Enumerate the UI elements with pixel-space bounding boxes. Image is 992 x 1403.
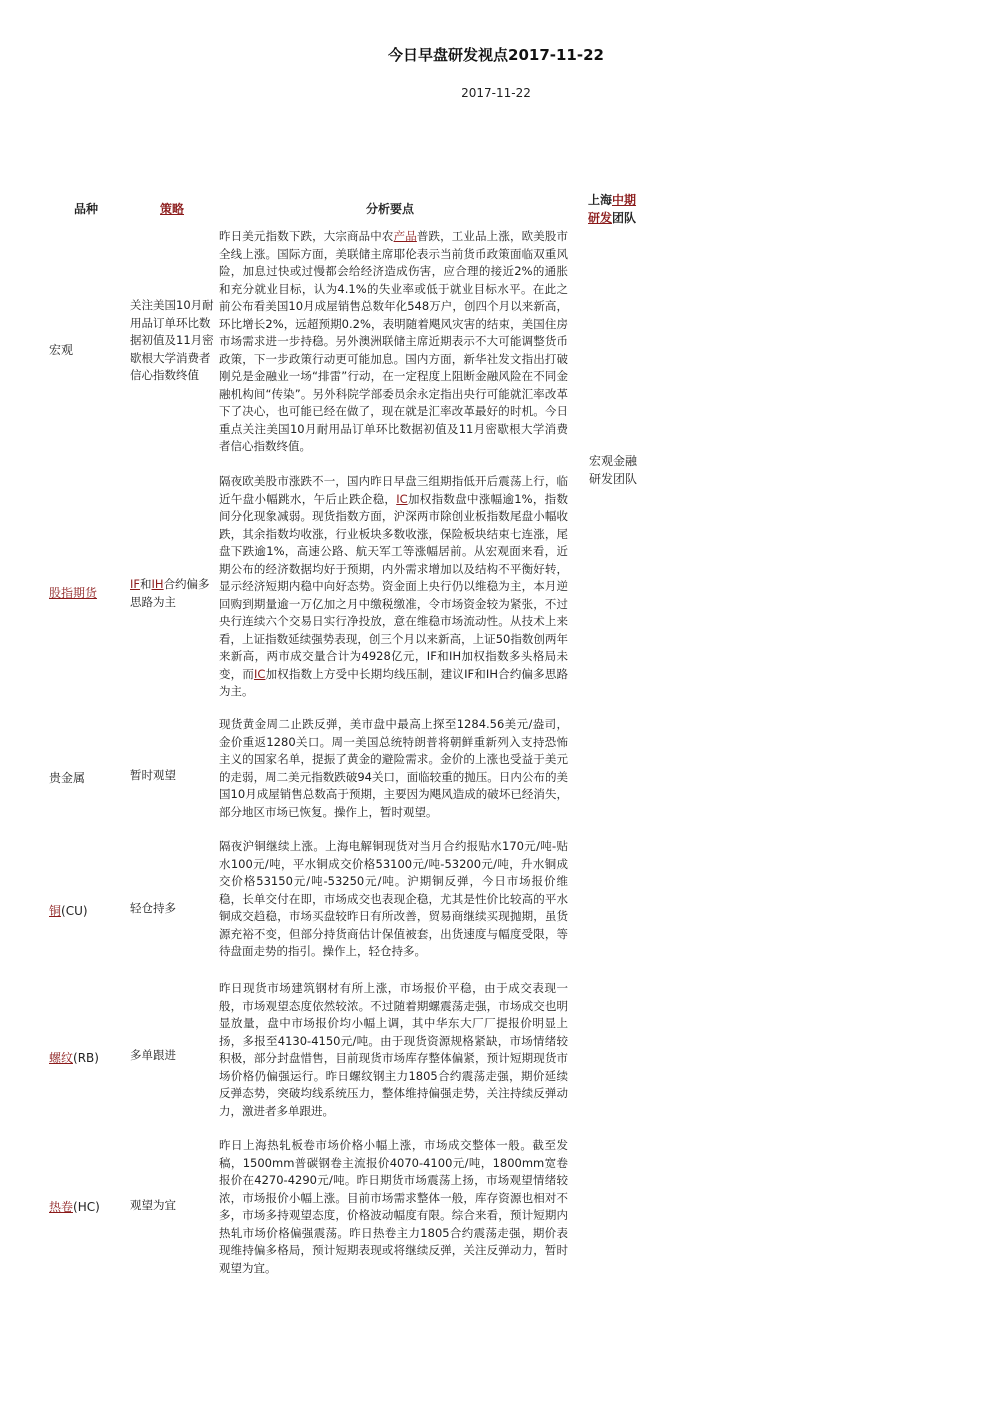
ic-link-1[interactable]: IC: [396, 491, 408, 506]
page-title: 今日早盘研发视点2017-11-22: [388, 46, 604, 64]
analysis-stock-index-text-c: 加权指数上方受中长期均线压制，建议IF和IH合约偏多思路为主。: [219, 666, 569, 698]
analysis-rebar: 昨日现货市场建筑钢材有所上涨，市场报价平稳，由于成交表现一般，市场观望态度依然较浓。不过随着期螺震荡走强，市场成交也明显放量，盘中市场报价均小幅上调，其中华东大厂厂提报价明显上扬，多报至4130-4150元/吨。由于现货资源规格紧缺，市场情绪较积极，部分封盘惜售，目前现货市场库存整体偏紧，预计短期现货市场价格仍偏强运行。昨日螺纹钢主力1805合约震荡走强，期价延续反弹态势，突破均线系统压力，整体维持偏强走势，关注持续反弹动力，激进者多单跟进。: [219, 981, 568, 1118]
copper-link[interactable]: 铜: [49, 904, 62, 918]
strategy-stock-index-rest: 合约偏多思路为主: [130, 577, 210, 609]
variety-copper[interactable]: [49, 902, 88, 919]
header-strategy[interactable]: [160, 200, 184, 217]
team-header: [588, 191, 648, 227]
strategy-stock-index: [130, 576, 216, 611]
analysis-stock-index: [219, 473, 568, 701]
variety-hot-coil-suffix: (HC): [73, 1200, 100, 1214]
strategy-hot-coil: 观望为宜: [130, 1198, 176, 1212]
analysis-copper: 隔夜沪铜继续上涨。上海电解铜现货对当月合约报贴水170元/吨-贴水100元/吨，平水铜成交价格53100元/吨-53200元/吨，升水铜成交价格53150元/吨-53250元/吨。沪期铜反弹，今日市场报价维稳，长单交付在即，市场成交也表现企稳，尤其是性价比较高的平水铜成交趋稳，市场买盘较昨日有所改善，贸易商继续买现抛期，虽货源充裕不变，但部分持货商估计保值被套，出货速度与幅度受限，等待盘面走势的指引。操作上，轻仓持多。: [219, 839, 568, 958]
team-header-prefix: 上海: [588, 193, 613, 207]
ic-link-2[interactable]: IC: [254, 666, 266, 681]
variety-hot-coil[interactable]: [49, 1198, 100, 1215]
report-date: 2017-11-22: [461, 86, 531, 100]
strategy-copper: 轻仓持多: [130, 901, 176, 915]
header-variety: 品种: [74, 202, 99, 216]
strategy-precious-metals: 暂时观望: [130, 768, 176, 782]
variety-stock-index[interactable]: [49, 584, 97, 601]
zhongqi-link[interactable]: 中期: [612, 193, 637, 207]
strategy-header-link[interactable]: 策略: [160, 202, 185, 216]
variety-precious-metals: 贵金属: [49, 771, 86, 785]
strategy-rebar: 多单跟进: [130, 1048, 176, 1062]
product-link[interactable]: 产品: [393, 229, 417, 243]
team-header-suffix: 团队: [612, 211, 637, 225]
team-name: 宏观金融研发团队: [589, 454, 638, 486]
analysis-hot-coil: 昨日上海热轧板卷市场价格小幅上涨，市场成交整体一般。截至发稿，1500mm普碳钢卷主流报价4070-4100元/吨，1800mm宽卷报价在4270-4290元/吨。昨日期货市场震荡上扬，市场观望情绪较浓，市场报价小幅上涨。目前市场需求整体一般，库存资源也相对不多，市场多持观望态度，价格波动幅度有限。综合来看，预计短期内热轧市场价格偏强震荡。昨日热卷主力1805合约震荡走强，期价表现维持偏多格局，预计短期表现或将继续反弹，关注反弹动力，暂时观望为宜。: [219, 1138, 568, 1275]
strategy-stock-index-mid: 和: [140, 577, 152, 591]
variety-macro: 宏观: [49, 343, 74, 357]
ih-link[interactable]: IH: [151, 577, 164, 591]
rebar-link[interactable]: 螺纹: [49, 1051, 74, 1065]
yanfa-link[interactable]: 研发: [588, 211, 613, 225]
analysis-macro-text-b: 普跌，工业品上涨，欧美股市全线上涨。国际方面，美联储主席耶伦表示当前货币政策面临双重风险，加息过快或过慢都会给经济造成伤害，应合理的接近2%的通胀和充分就业目标，认为4.1%的失业率或低于就业目标水平。在此之前公布看美国10月成屋销售总数年化548万户，创四个月以来新高，环比增长2%，远超预期0.2%，表明随着飓风灾害的结束，美国住房市场需求进一步持稳。另外澳洲联储主席近期表示不大可能调整货币政策，下一步政策行动更可能加息。国内方面，新华社发文指出打破刚兑是金融业一场“排雷”行动，在一定程度上阻断金融风险在不同金融机构间“传染”。另外科院学部委员余永定指出央行可能就汇率改革下了决心，也可能已经在做了，现在就是汇率改革最好的时机。今日重点关注美国10月耐用品订单环比数据初值及11月密歇根大学消费者信心指数终值。: [219, 229, 569, 453]
variety-copper-suffix: (CU): [61, 904, 88, 918]
hot-coil-link[interactable]: 热卷: [49, 1200, 74, 1214]
strategy-macro: 关注美国10月耐用品订单环比数据初值及11月密歇根大学消费者信心指数终值: [130, 298, 214, 382]
variety-rebar-suffix: (RB): [73, 1051, 99, 1065]
variety-rebar[interactable]: [49, 1049, 99, 1066]
analysis-macro-text-a: 昨日美元指数下跌，大宗商品中农: [219, 229, 394, 243]
stock-index-futures-link[interactable]: 股指期货: [49, 586, 98, 600]
analysis-stock-index-text-a: 隔夜欧美股市涨跌不一，国内昨日早盘三组期指低开后震荡上行，临近午盘小幅跳水，午后止跌企稳，: [219, 474, 568, 506]
analysis-macro: [219, 228, 568, 456]
analysis-precious-metals: 现货黄金周二止跌反弹，美市盘中最高上探至1284.56美元/盎司，金价重返1280关口。周一美国总统特朗普将朝鲜重新列入支持恐怖主义的国家名单，提振了黄金的避险需求。金价的上涨也受益于美元的走弱，周二美元指数跌破94关口，面临较重的抛压。日内公布的美国10月成屋销售总数高于预期，主要因为飓风造成的破坏已经消失，部分地区市场已恢复。操作上，暂时观望。: [219, 717, 568, 819]
if-link[interactable]: IF: [130, 577, 141, 591]
analysis-stock-index-text-b: 加权指数盘中涨幅逾1%，指数间分化现象减弱。现货指数方面，沪深两市除创业板指数尾盘小幅收跌，其余指数均收涨，行业板块多数收涨，保险板块结束七连涨，尾盘下跌逾1%，高速公路、航天军工等涨幅居前。从宏观面来看，近期公布的经济数据均好于预期，内外需求增加以及结构不平衡好转，显示经济短期内稳中向好态势。资金面上央行仍以维稳为主，本月逆回购到期量逾一万亿加之月中缴税缴准，令市场资金较为紧张，不过央行连续六个交易日实行净投放，意在维稳市场流动性。从技术上来看，上证指数延续强势表现，创三个月以来新高，上证50指数创两年来新高，两市成交量合计为4928亿元，IF和IH加权指数多头格局未变，而: [219, 491, 568, 681]
header-analysis: 分析要点: [366, 202, 415, 216]
